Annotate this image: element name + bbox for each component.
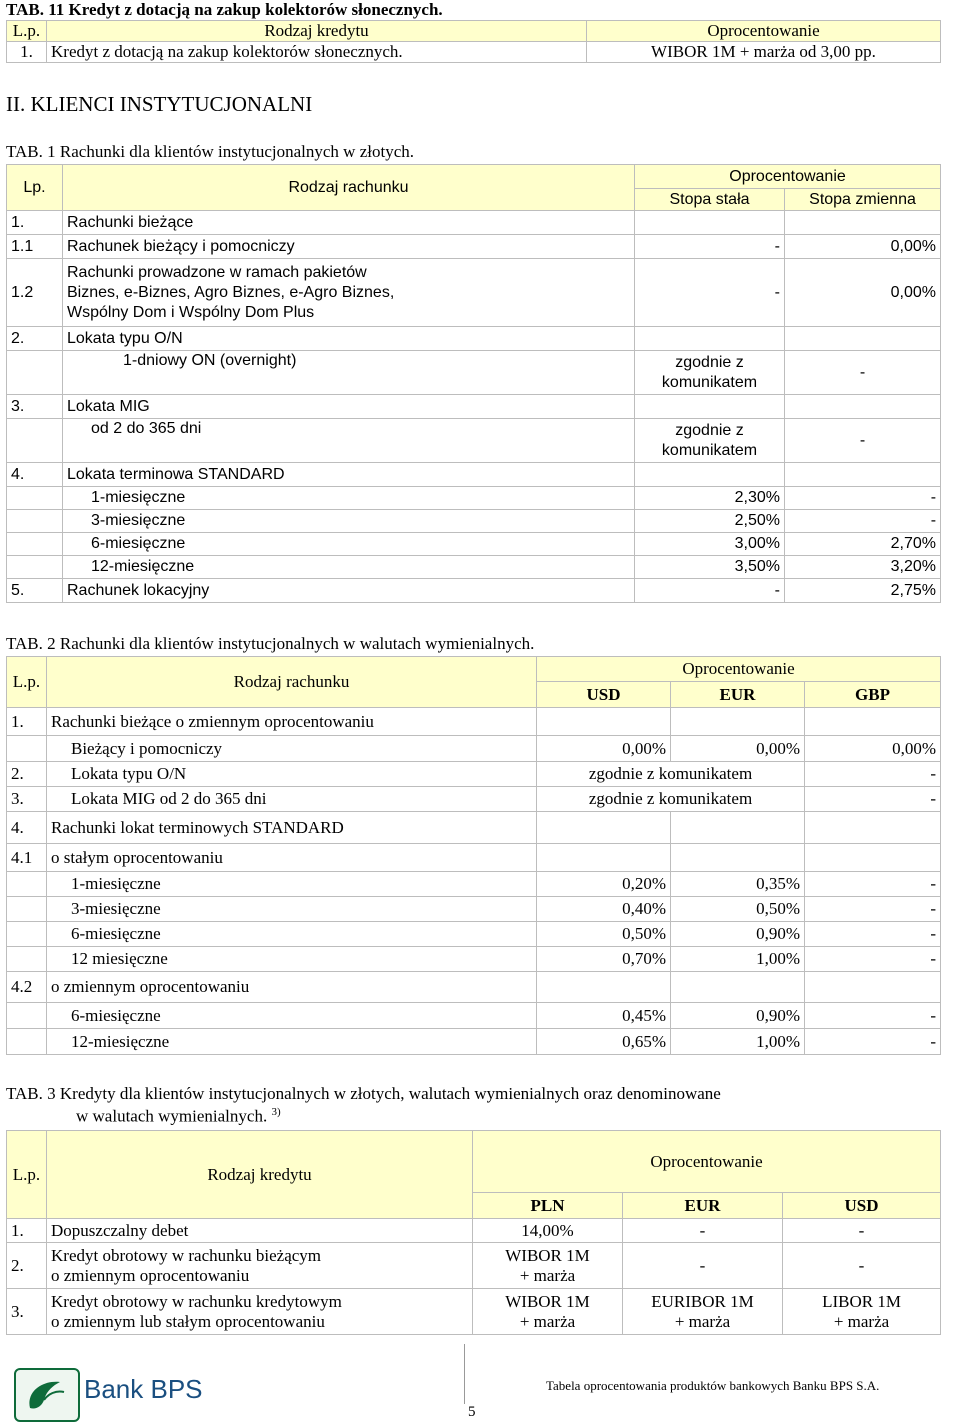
- cell-usd-eur: zgodnie z komunikatem: [537, 762, 805, 787]
- tab1-table: [6, 164, 941, 603]
- footer-divider: [464, 1344, 465, 1404]
- cell-stala: -: [635, 235, 785, 259]
- cell-name: 1-dniowy ON (overnight): [63, 351, 635, 395]
- cell-usd: 0,50%: [537, 922, 671, 947]
- cell-name: Lokata MIG: [63, 395, 635, 419]
- table-row: [7, 1003, 941, 1029]
- cell-zmienna: 3,20%: [785, 556, 941, 579]
- cell-lp: 1.2: [7, 259, 63, 327]
- table-header-row: [7, 165, 941, 189]
- header-stopa-zmienna: Stopa zmienna: [785, 189, 941, 211]
- header-rodzaj: Rodzaj rachunku: [47, 657, 537, 708]
- cell-zmienna: -: [785, 487, 941, 510]
- cell-lp: 1.: [7, 1219, 47, 1243]
- table-header-row: [7, 657, 941, 682]
- cell-usd-eur: zgodnie z komunikatem: [537, 787, 805, 812]
- logo-mark-icon: [16, 1370, 78, 1420]
- cell-stala: -: [635, 579, 785, 603]
- table-row: [7, 351, 941, 395]
- page-number: 5: [468, 1404, 476, 1420]
- cell-gbp: -: [805, 762, 941, 787]
- cell-stala: 2,50%: [635, 510, 785, 533]
- table-row: [7, 463, 941, 487]
- cell-pln: [473, 1243, 623, 1289]
- header-pln: PLN: [473, 1193, 623, 1219]
- cell-usd: 0,70%: [537, 947, 671, 972]
- cell-name: Rachunek lokacyjny: [63, 579, 635, 603]
- cell-name: [47, 1289, 473, 1335]
- tab3-table: [6, 1130, 941, 1335]
- cell-name: Rachunki lokat terminowych STANDARD: [47, 812, 537, 844]
- cell-text-line: komunikatem: [661, 441, 758, 459]
- table-row: [7, 211, 941, 235]
- cell-lp: 4.2: [7, 972, 47, 1003]
- cell-lp: 5.: [7, 579, 63, 603]
- table-row: [7, 419, 941, 463]
- header-eur: EUR: [623, 1193, 783, 1219]
- cell-name: Lokata MIG od 2 do 365 dni: [47, 787, 537, 812]
- cell-name: 3-miesięczne: [63, 510, 635, 533]
- cell-usd: 0,65%: [537, 1029, 671, 1055]
- cell-usd: -: [783, 1219, 941, 1243]
- cell-stala: [635, 419, 785, 463]
- table-row: [7, 533, 941, 556]
- header-stopa-stala: Stopa stała: [635, 189, 785, 211]
- cell-zmienna: -: [785, 510, 941, 533]
- table-row: [7, 395, 941, 419]
- cell-lp: 2.: [7, 762, 47, 787]
- cell-lp: 1.1: [7, 235, 63, 259]
- cell-pln: [473, 1289, 623, 1335]
- header-lp: Lp.: [7, 165, 63, 211]
- tab11-table: [6, 20, 941, 63]
- cell-eur: 0,35%: [671, 872, 805, 897]
- cell-lp: 1.: [7, 42, 47, 63]
- table-row: [7, 42, 941, 63]
- cell-lp: 4.1: [7, 844, 47, 872]
- cell-eur: -: [623, 1243, 783, 1289]
- cell-name: Dopuszczalny debet: [47, 1219, 473, 1243]
- table-row: [7, 259, 941, 327]
- table-row: [7, 1243, 941, 1289]
- header-oprocentowanie: Oprocentowanie: [635, 165, 941, 189]
- cell-zmienna: 0,00%: [785, 235, 941, 259]
- table-row: [7, 487, 941, 510]
- cell-name-line: Biznes, e-Biznes, Agro Biznes, e-Agro Biznes,: [67, 283, 395, 301]
- bank-logo-icon: [14, 1368, 80, 1422]
- cell-name-line: Wspólny Dom i Wspólny Dom Plus: [67, 303, 315, 321]
- cell-name-line: Rachunki prowadzone w ramach pakietów: [67, 263, 367, 281]
- cell-name: Kredyt z dotacją na zakup kolektorów słonecznych.: [47, 42, 587, 63]
- cell-usd: -: [783, 1243, 941, 1289]
- header-oprocentowanie: Oprocentowanie: [587, 21, 941, 42]
- cell-name: Lokata terminowa STANDARD: [63, 463, 635, 487]
- header-eur: EUR: [671, 682, 805, 708]
- header-rodzaj: Rodzaj kredytu: [47, 1131, 473, 1219]
- section-heading: II. KLIENCI INSTYTUCJONALNI: [6, 92, 313, 116]
- footnote-marker: 3): [271, 1106, 281, 1118]
- cell-name: Rachunki bieżące: [63, 211, 635, 235]
- table-row: [7, 844, 941, 872]
- cell-text-line: zgodnie z: [675, 353, 744, 371]
- cell-gbp: -: [805, 947, 941, 972]
- header-usd: USD: [537, 682, 671, 708]
- table-row: [7, 736, 941, 762]
- tab3-title: TAB. 3 Kredyty dla klientów instytucjonalnych w złotych, walutach wymienialnych oraz denominowane: [6, 1084, 721, 1103]
- table-row: [7, 1289, 941, 1335]
- tab2-table: [6, 656, 941, 1055]
- cell-text-line: + marża: [833, 1311, 890, 1331]
- bank-logo-text: Bank BPS: [84, 1374, 203, 1404]
- header-gbp: GBP: [805, 682, 941, 708]
- cell-text-line: + marża: [519, 1311, 576, 1331]
- cell-text-line: zgodnie z: [675, 421, 744, 439]
- cell-name: Rachunki bieżące o zmiennym oprocentowaniu: [47, 708, 537, 736]
- cell-eur: 0,50%: [671, 897, 805, 922]
- cell-gbp: 0,00%: [805, 736, 941, 762]
- footer-caption: Tabela oprocentowania produktów bankowych Banku BPS S.A.: [546, 1378, 880, 1393]
- cell-name: 12-miesięczne: [63, 556, 635, 579]
- cell-name: od 2 do 365 dni: [63, 419, 635, 463]
- table-header-row: [7, 21, 941, 42]
- cell-name: 6-miesięczne: [63, 533, 635, 556]
- table-row: [7, 762, 941, 787]
- table-row: [7, 922, 941, 947]
- cell-text-line: + marża: [674, 1311, 731, 1331]
- cell-name: Lokata typu O/N: [47, 762, 537, 787]
- cell-name: Bieżący i pomocniczy: [47, 736, 537, 762]
- cell-lp: 1.: [7, 211, 63, 235]
- cell-rate: WIBOR 1M + marża od 3,00 pp.: [587, 42, 941, 63]
- table-row: [7, 579, 941, 603]
- header-usd: USD: [783, 1193, 941, 1219]
- header-rodzaj-kredytu: Rodzaj kredytu: [47, 21, 587, 42]
- cell-lp: 1.: [7, 708, 47, 736]
- cell-name-line: Kredyt obrotowy w rachunku bieżącym: [51, 1245, 322, 1265]
- cell-eur: [623, 1289, 783, 1335]
- table-row: [7, 510, 941, 533]
- table-row: [7, 327, 941, 351]
- table-row: [7, 972, 941, 1003]
- tab11-title: TAB. 11 Kredyt z dotacją na zakup kolektorów słonecznych.: [6, 0, 443, 19]
- cell-eur: 1,00%: [671, 947, 805, 972]
- cell-zmienna: -: [785, 419, 941, 463]
- cell-zmienna: 2,75%: [785, 579, 941, 603]
- cell-zmienna: -: [785, 351, 941, 395]
- table-row: [7, 556, 941, 579]
- cell-gbp: -: [805, 872, 941, 897]
- cell-stala: 3,00%: [635, 533, 785, 556]
- cell-gbp: -: [805, 1003, 941, 1029]
- table-row: [7, 897, 941, 922]
- table-row: [7, 787, 941, 812]
- cell-name: 1-miesięczne: [63, 487, 635, 510]
- cell-name: Rachunek bieżący i pomocniczy: [63, 235, 635, 259]
- cell-text-line: komunikatem: [661, 373, 758, 391]
- cell-name: o stałym oprocentowaniu: [47, 844, 537, 872]
- cell-name: [63, 259, 635, 327]
- cell-lp: 4.: [7, 463, 63, 487]
- cell-stala: 3,50%: [635, 556, 785, 579]
- cell-eur: 0,90%: [671, 1003, 805, 1029]
- table-row: [7, 947, 941, 972]
- header-rodzaj: Rodzaj rachunku: [63, 165, 635, 211]
- table-row: [7, 235, 941, 259]
- cell-lp: 3.: [7, 787, 47, 812]
- cell-stala: [635, 351, 785, 395]
- cell-gbp: -: [805, 922, 941, 947]
- cell-eur: 0,90%: [671, 922, 805, 947]
- cell-stala: 2,30%: [635, 487, 785, 510]
- cell-eur: -: [623, 1219, 783, 1243]
- cell-usd: 0,20%: [537, 872, 671, 897]
- cell-zmienna: 2,70%: [785, 533, 941, 556]
- cell-gbp: -: [805, 897, 941, 922]
- table-header-row: [7, 1131, 941, 1193]
- cell-eur: 1,00%: [671, 1029, 805, 1055]
- cell-lp: 2.: [7, 1243, 47, 1289]
- header-lp: L.p.: [7, 21, 47, 42]
- cell-gbp: -: [805, 1029, 941, 1055]
- header-lp: L.p.: [7, 1131, 47, 1219]
- table-row: [7, 1029, 941, 1055]
- cell-name: [47, 1243, 473, 1289]
- table-row: [7, 1219, 941, 1243]
- cell-text-line: WIBOR 1M: [505, 1291, 590, 1311]
- cell-name: 12-miesięczne: [47, 1029, 537, 1055]
- cell-usd: 0,40%: [537, 897, 671, 922]
- cell-text-line: EURIBOR 1M: [651, 1291, 754, 1311]
- cell-lp: 3.: [7, 1289, 47, 1335]
- cell-name: o zmiennym oprocentowaniu: [47, 972, 537, 1003]
- cell-name: 3-miesięczne: [47, 897, 537, 922]
- tab1-title: TAB. 1 Rachunki dla klientów instytucjonalnych w złotych.: [6, 142, 414, 161]
- tab3-title-text: w walutach wymienialnych.: [76, 1106, 268, 1126]
- cell-name: 1-miesięczne: [47, 872, 537, 897]
- cell-text-line: WIBOR 1M: [505, 1245, 590, 1265]
- cell-lp: 3.: [7, 395, 63, 419]
- header-oprocentowanie: Oprocentowanie: [537, 657, 941, 682]
- cell-pln: 14,00%: [473, 1219, 623, 1243]
- cell-name: 6-miesięczne: [47, 922, 537, 947]
- tab2-title: TAB. 2 Rachunki dla klientów instytucjonalnych w walutach wymienialnych.: [6, 634, 535, 653]
- cell-text-line: + marża: [519, 1265, 576, 1285]
- cell-usd: 0,00%: [537, 736, 671, 762]
- cell-gbp: -: [805, 787, 941, 812]
- cell-name-line: o zmiennym lub stałym oprocentowaniu: [51, 1311, 325, 1331]
- cell-stala: -: [635, 259, 785, 327]
- cell-zmienna: 0,00%: [785, 259, 941, 327]
- cell-usd: [783, 1289, 941, 1335]
- header-oprocentowanie: Oprocentowanie: [473, 1131, 941, 1193]
- cell-usd: 0,45%: [537, 1003, 671, 1029]
- header-lp: L.p.: [7, 657, 47, 708]
- cell-name-line: Kredyt obrotowy w rachunku kredytowym: [51, 1291, 342, 1311]
- cell-name-line: o zmiennym oprocentowaniu: [51, 1265, 250, 1285]
- cell-name: 6-miesięczne: [47, 1003, 537, 1029]
- table-row: [7, 812, 941, 844]
- table-row: [7, 708, 941, 736]
- cell-eur: 0,00%: [671, 736, 805, 762]
- cell-name: 12 miesięczne: [47, 947, 537, 972]
- tab3-title-line2: [76, 1106, 281, 1127]
- cell-lp: 2.: [7, 327, 63, 351]
- cell-text-line: LIBOR 1M: [822, 1291, 901, 1311]
- cell-lp: 4.: [7, 812, 47, 844]
- cell-name: Lokata typu O/N: [63, 327, 635, 351]
- table-row: [7, 872, 941, 897]
